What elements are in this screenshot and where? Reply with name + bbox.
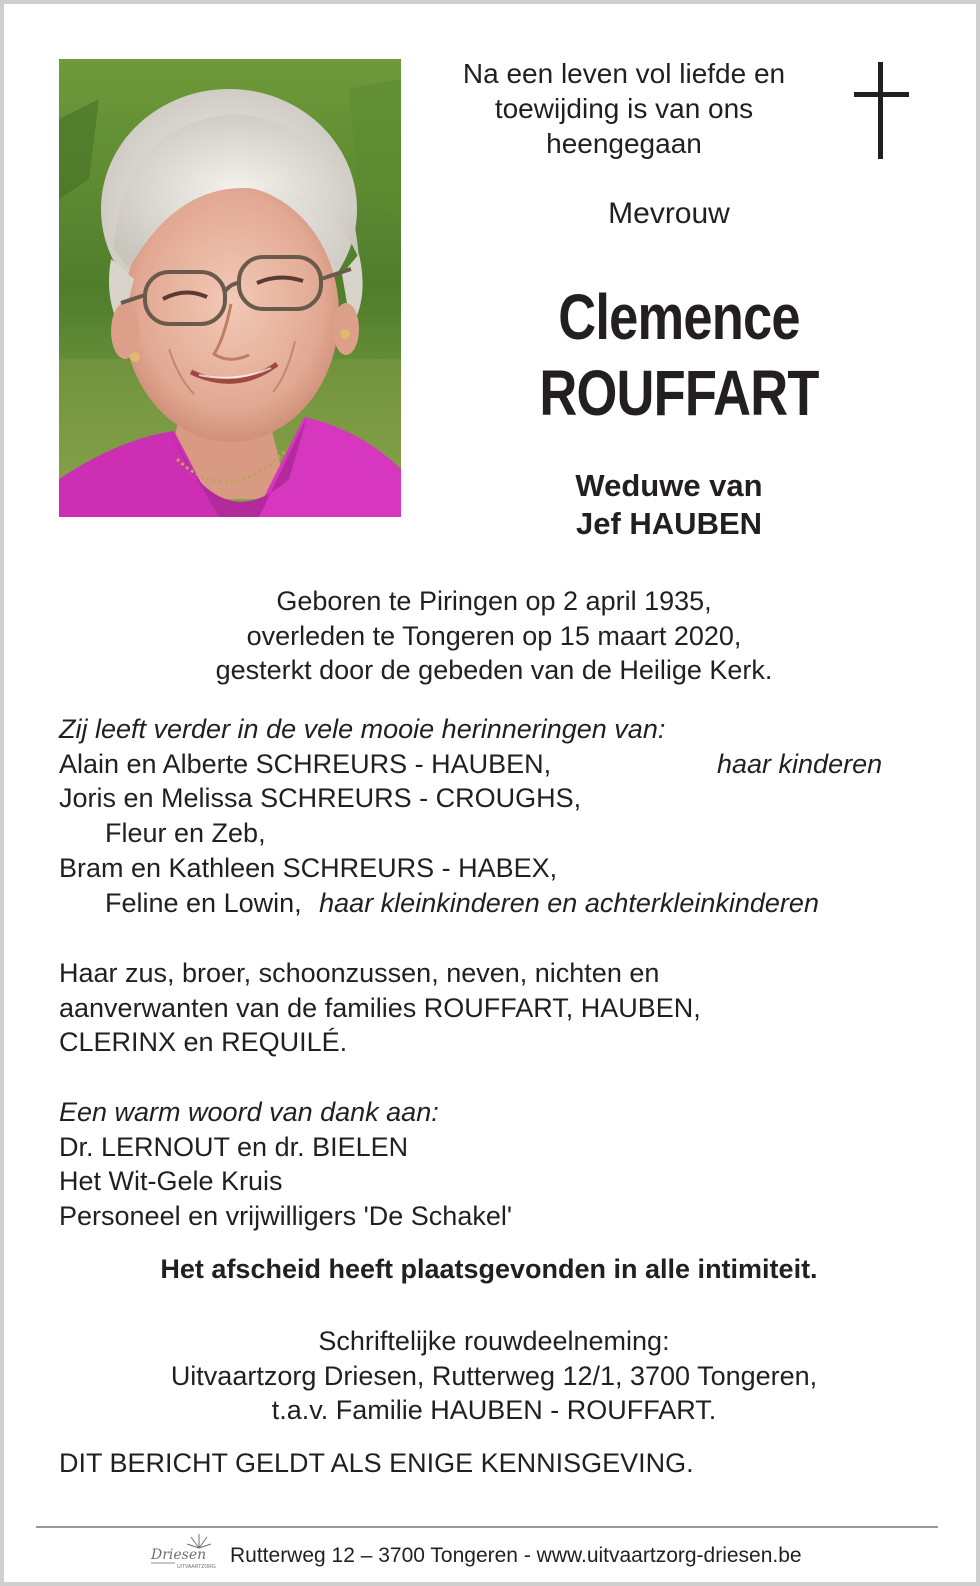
widow-line: Weduwe van: [575, 468, 763, 503]
family-line: Alain en Alberte SCHREURS - HAUBEN,: [59, 748, 552, 779]
condolence-line: Uitvaartzorg Driesen, Rutterweg 12/1, 3700 Tongeren,: [170, 1360, 818, 1391]
condolence-line: Schriftelijke rouwdeelneming:: [318, 1326, 670, 1356]
birth-line: Geboren te Piringen op 2 april 1935,: [276, 586, 712, 616]
honorific: Mevrouw: [608, 197, 730, 230]
intro-line: heengegaan: [546, 128, 702, 159]
relatives-line: Haar zus, broer, schoonzussen, neven, nichten en: [59, 958, 660, 988]
intro-line: Na een leven vol liefde en: [462, 58, 786, 89]
logo-subtext: UITVAARTZORG: [177, 1564, 216, 1570]
deceased-name: [519, 279, 839, 431]
thanks-intro: Een warm woord van dank aan:: [59, 1097, 439, 1127]
children-label: haar kinderen: [717, 748, 883, 779]
family-section: [59, 712, 939, 920]
widow-of: [474, 467, 864, 543]
footer-address: Rutterweg 12 – 3700 Tongeren - www.uitvaartzorg-driesen.be: [230, 1544, 802, 1567]
church-line: gesterkt door de gebeden van de Heilige Kerk.: [215, 655, 773, 685]
family-line: Bram en Kathleen SCHREURS - HABEX,: [59, 852, 558, 883]
condolence-line: t.a.v. Familie HAUBEN - ROUFFART.: [271, 1395, 717, 1425]
first-name: Clemence: [558, 281, 800, 353]
family-row: [59, 747, 939, 782]
family-intro: Zij leeft verder in de vele mooie herinneringen van:: [59, 714, 666, 744]
intro-text: [424, 56, 824, 161]
condolence-address: [44, 1324, 944, 1428]
logo-text: Driesen: [151, 1547, 207, 1563]
last-name: ROUFFART: [539, 357, 819, 429]
thanks-line: Personeel en vrijwilligers 'De Schakel': [59, 1201, 513, 1232]
thanks-section: [59, 1095, 512, 1234]
thanks-line: Dr. LERNOUT en dr. BIELEN: [59, 1131, 409, 1162]
farewell-statement: Het afscheid heeft plaatsgevonden in alle intimiteit.: [160, 1254, 818, 1284]
official-notice: DIT BERICHT GELDT ALS ENIGE KENNISGEVING.: [59, 1448, 694, 1478]
cross-icon: [852, 62, 912, 162]
death-line: overleden te Tongeren op 15 maart 2020,: [246, 620, 742, 651]
family-line: Joris en Melissa SCHREURS - CROUGHS,: [59, 783, 582, 814]
footer-divider: [36, 1526, 938, 1528]
relatives-line: aanverwanten van de families ROUFFART, HAUBEN,: [59, 992, 701, 1023]
family-line: Fleur en Zeb,: [105, 818, 266, 849]
portrait-photo: [59, 59, 401, 517]
family-line: Feline en Lowin,: [105, 887, 302, 918]
relatives-section: [59, 956, 701, 1060]
spouse-name: Jef HAUBEN: [575, 506, 763, 541]
family-row: [59, 886, 939, 921]
grandchildren-label: haar kleinkinderen en achterkleinkinderen: [319, 887, 819, 918]
birth-death-info: [44, 584, 944, 688]
funeral-home-logo: [147, 1532, 217, 1576]
intro-line: toewijding is van ons: [494, 93, 754, 124]
relatives-line: CLERINX en REQUILÉ.: [59, 1027, 348, 1058]
thanks-line: Het Wit-Gele Kruis: [59, 1166, 283, 1197]
